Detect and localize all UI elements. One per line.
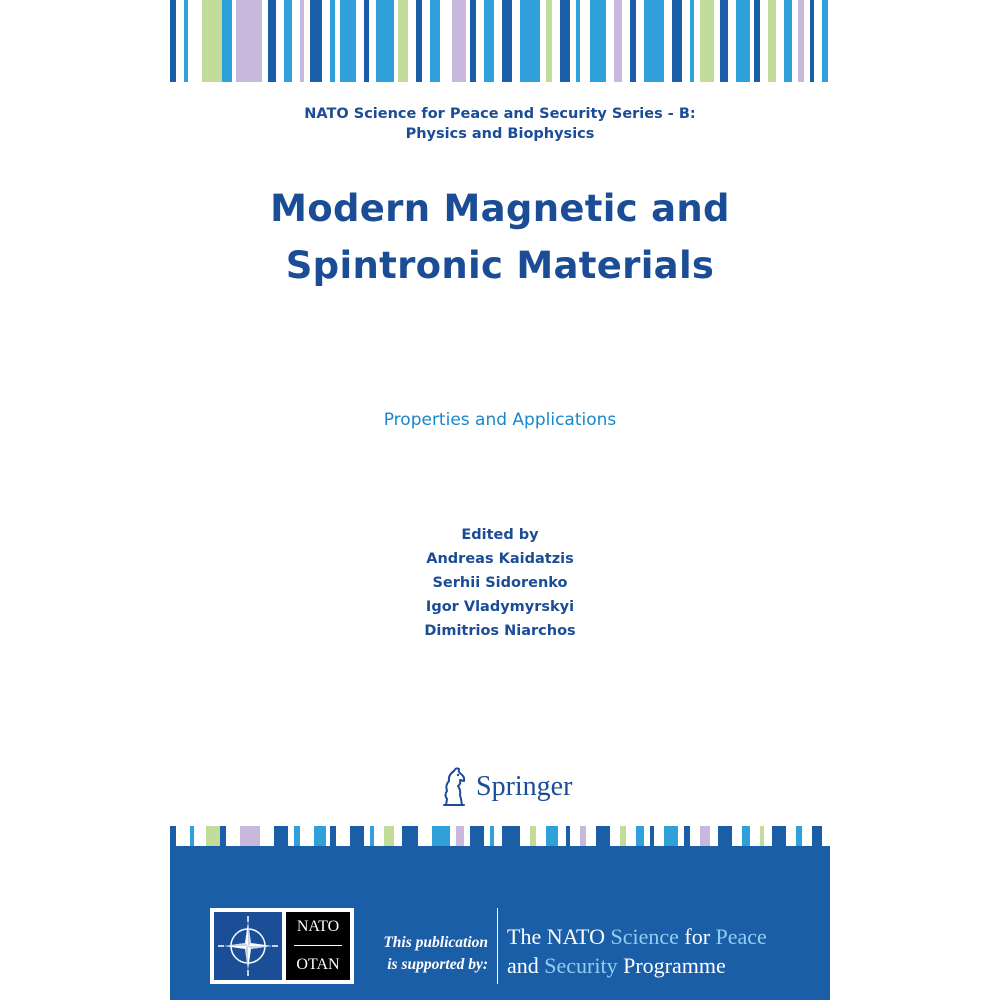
editor-name: Andreas Kaidatzis <box>426 551 574 567</box>
otan-label: OTAN <box>296 956 340 973</box>
book-subtitle: Properties and Applications <box>383 410 617 430</box>
nato-badge <box>210 908 354 984</box>
programme-name: The NATO Science for Peace and Security Programme <box>507 924 767 978</box>
nato-label: NATO <box>296 918 340 935</box>
programme-peace: Peace <box>715 924 767 949</box>
sponsor-band <box>170 846 830 1000</box>
supported-by-line-1: This publication <box>383 934 488 951</box>
nato-compass-star-icon <box>214 912 282 980</box>
supported-by-line-2: is supported by: <box>387 956 488 973</box>
edited-by-label: Edited by <box>461 527 539 543</box>
book-title-line-2: Spintronic Materials <box>285 244 715 287</box>
top-stripe-pattern <box>170 0 830 82</box>
programme-security: Security <box>544 953 618 978</box>
series-line-1: NATO Science for Peace and Security Series - B: <box>304 106 696 122</box>
band-divider <box>497 908 498 984</box>
series-line-2: Physics and Biophysics <box>405 126 595 142</box>
publisher-logo <box>170 762 830 812</box>
programme-science: Science <box>610 924 679 949</box>
publisher-name: Springer <box>476 771 573 802</box>
editor-name: Serhii Sidorenko <box>432 575 568 591</box>
series-title <box>170 104 830 144</box>
book-title-line-1: Modern Magnetic and <box>270 187 730 230</box>
editor-name: Igor Vladymyrskyi <box>425 599 575 615</box>
springer-horse-icon <box>438 765 470 809</box>
editor-name: Dimitrios Niarchos <box>424 623 576 639</box>
book-title <box>170 180 830 294</box>
supported-by-text <box>368 932 488 976</box>
book-cover <box>170 0 830 1000</box>
editors-block <box>170 523 830 643</box>
bottom-stripe-pattern <box>170 826 830 846</box>
